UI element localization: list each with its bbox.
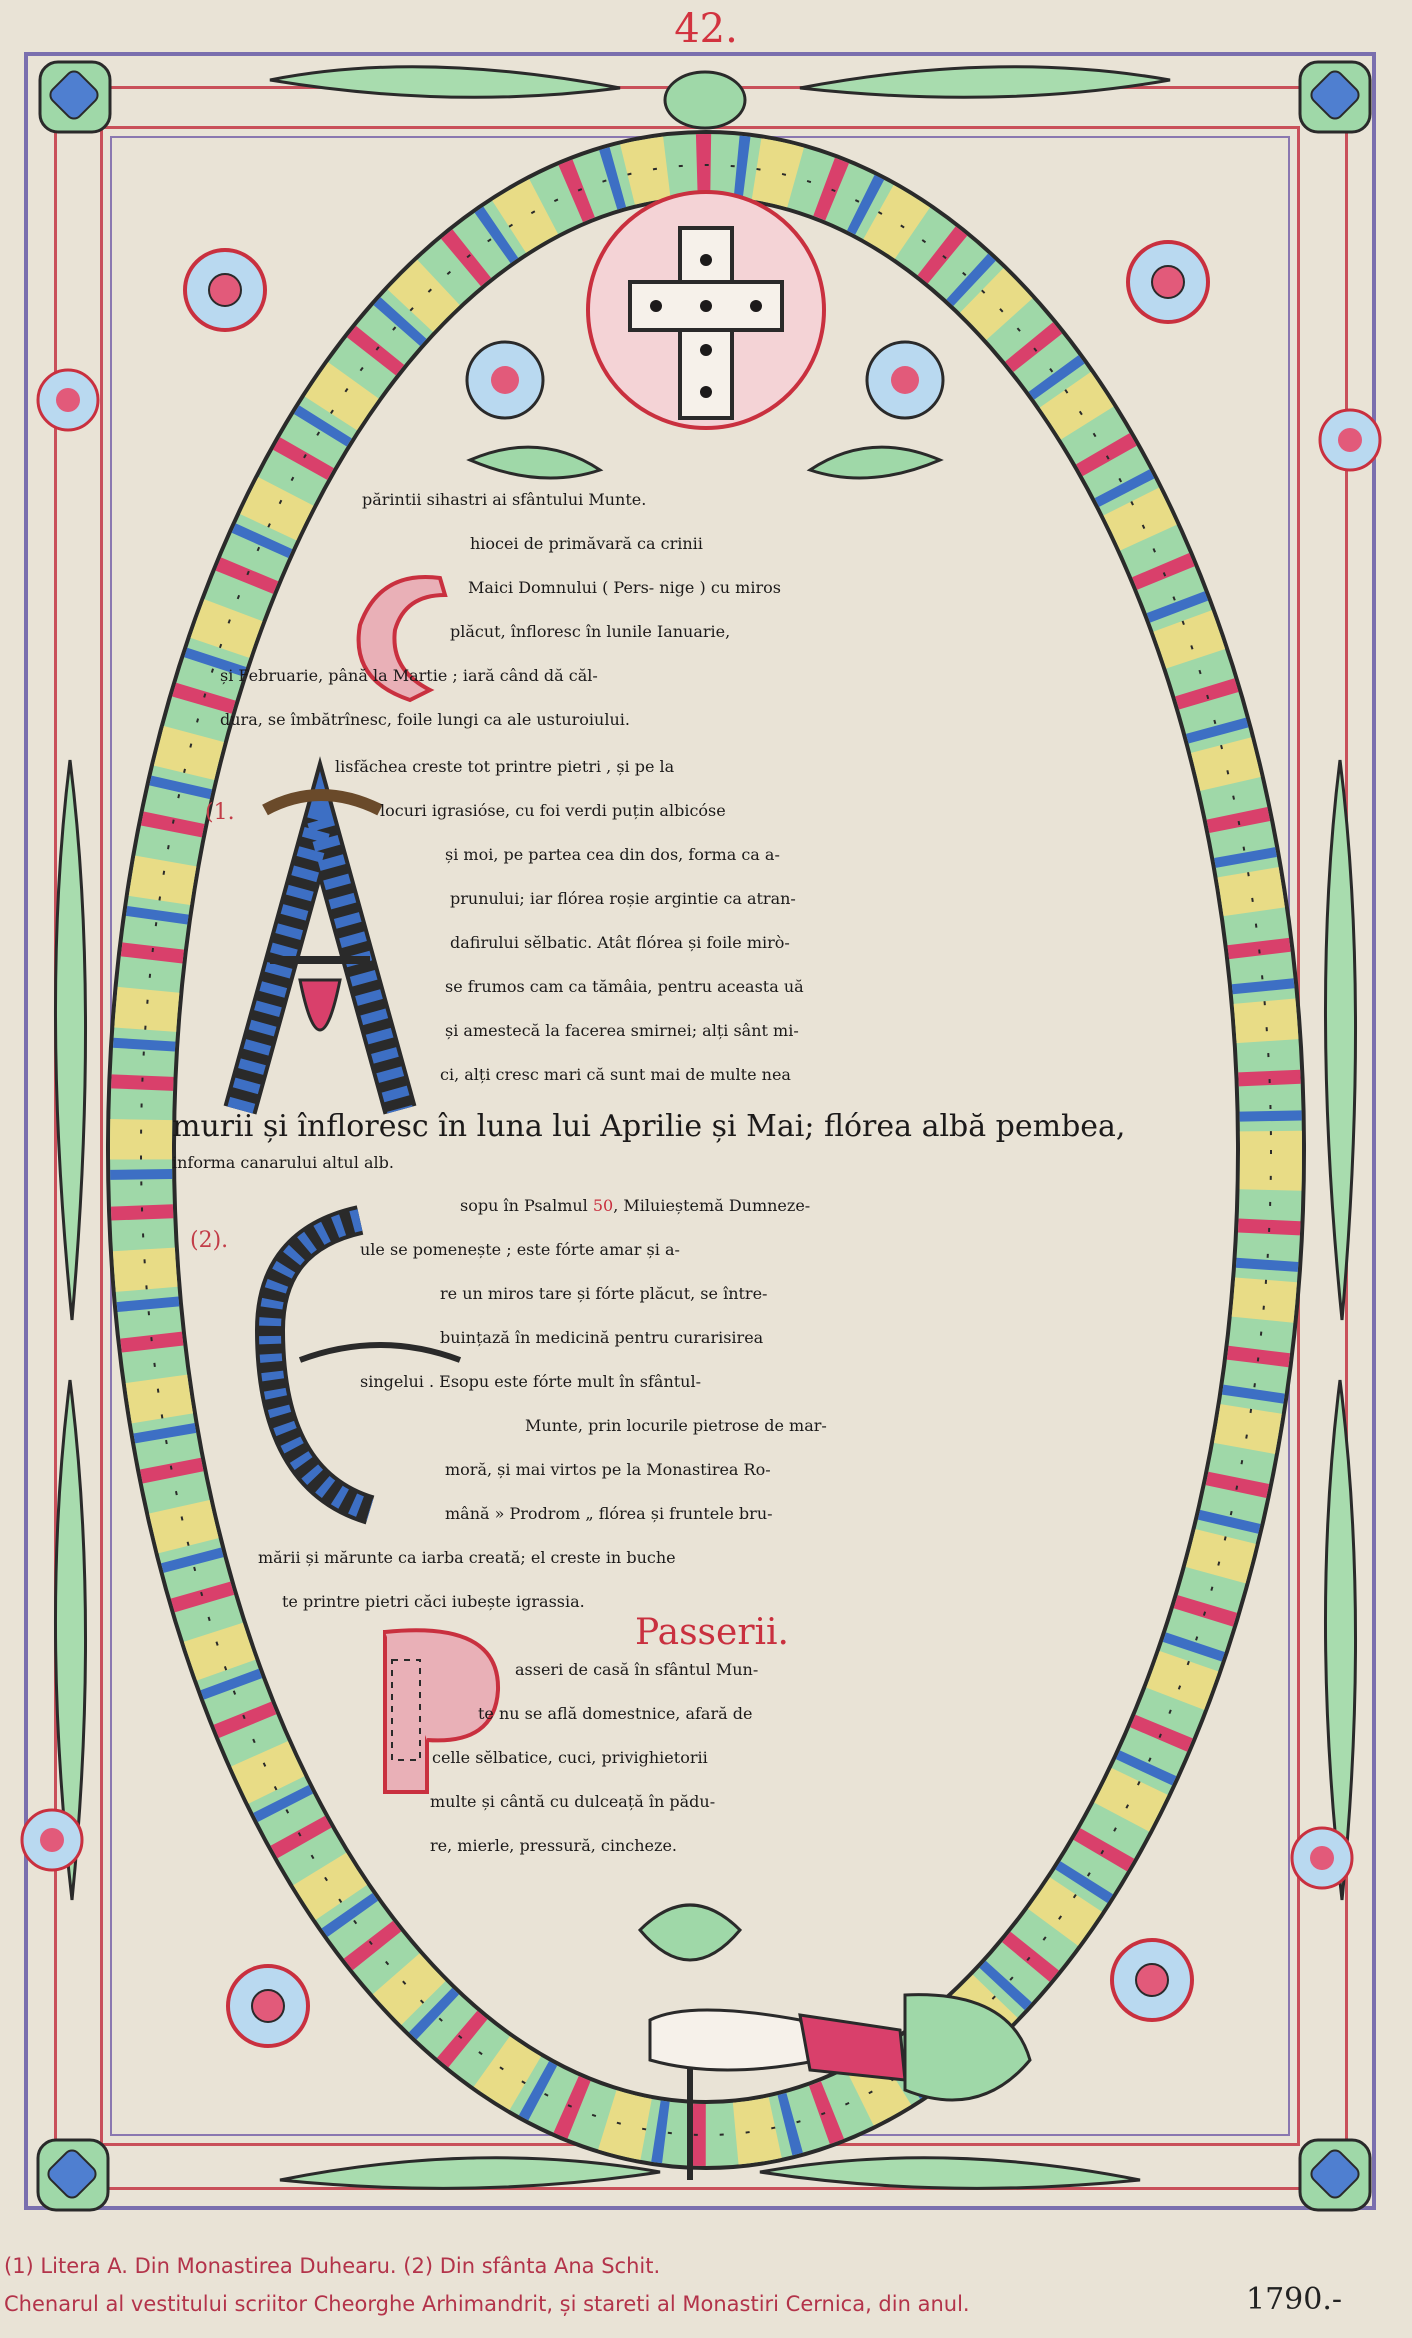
initial-letter-a-icon [240, 795, 400, 1110]
cross-icon [588, 192, 824, 428]
text-line: mării și mărunte ca iarba creată; el creste in buche [258, 1548, 676, 1567]
rosette-icon [228, 1966, 308, 2046]
text-line: ule se pomenește ; este fórte amar și a- [360, 1240, 680, 1259]
corner-ornament-top-right [1300, 62, 1370, 132]
rosette-icon [22, 1810, 82, 1870]
initial-letter-e-icon [270, 1220, 460, 1510]
text-line [460, 1196, 810, 1215]
rosette-icon [185, 250, 265, 330]
text-line: lisfăchea creste tot printre pietri , și pe la [335, 757, 675, 776]
text-line: re, mierle, pressură, cincheze. [430, 1836, 677, 1855]
text-line: asseri de casă în sfântul Mun- [515, 1660, 759, 1679]
rosette-icon [1320, 410, 1380, 470]
text-line: Maici Domnului ( Pers- nige ) cu miros [468, 578, 781, 597]
text-line: murii și înfloresc în luna lui Aprilie și Mai; flórea albă pembea, [172, 1109, 1126, 1144]
text-line: și Februarie, până la Martie ; iară când dă căl- [220, 666, 598, 685]
text-line: moră, și mai virtos pe la Monastirea Ro- [445, 1460, 771, 1479]
year-label: 1790.- [1246, 2282, 1343, 2317]
psalm-number: 50 [592, 1196, 614, 1215]
text-fragment: , Miluieștemă Dumneze- [613, 1196, 811, 1215]
text-line: și amestecă la facerea smirnei; alți sânt mi- [445, 1021, 799, 1040]
flower-spray-icon [467, 342, 600, 478]
text-line: părintii sihastri ai sfântului Munte. [362, 490, 647, 509]
text-line: plăcut, înfloresc în lunile Ianuarie, [450, 622, 731, 641]
caption-line-2: Chenarul al vestitului scriitor Cheorghe Arhimandrit, și stareti al Monastiri Cernica, din anul. [4, 2292, 970, 2316]
text-line: mână » Prodrom „ flórea și fruntele bru- [445, 1504, 773, 1523]
text-line: singelui . Esopu este fórte mult în sfântul- [360, 1372, 701, 1391]
text-line: buințază în medicină pentru curarisirea [440, 1328, 764, 1347]
text-line: Munte, prin locurile pietrose de mar- [525, 1416, 827, 1435]
text-line: dura, se îmbătrînesc, foile lungi ca ale usturoiului. [220, 710, 630, 729]
text-line: locuri igrasióse, cu foi verdi puțin albicóse [380, 801, 726, 820]
text-line: dafirului sĕlbatic. Atât flórea și foile mirò- [450, 933, 790, 952]
text-line: ci, alți cresc mari că sunt mai de multe nea [440, 1065, 791, 1084]
text-line: prunului; iar flórea roșie argintie ca atran- [450, 889, 796, 908]
text-line: te printre pietri căci iubește igrassia. [282, 1592, 585, 1611]
top-leaf-band [270, 67, 1170, 128]
rosette-icon [1112, 1940, 1192, 2020]
text-fragment: sopu în Psalmul [460, 1196, 588, 1215]
rosette-icon [38, 370, 98, 430]
rosette-icon [1292, 1828, 1352, 1888]
corner-ornament-bottom-left [38, 2140, 108, 2210]
caption-line-1: (1) Litera A. Din Monastirea Duhearu. (2) Din sfânta Ana Schit. [4, 2254, 661, 2278]
braided-wreath [141, 165, 1271, 2135]
text-line: re un miros tare și fórte plăcut, se între- [440, 1284, 768, 1303]
footnote-mark-1: (1. [205, 800, 235, 825]
left-feather-column [55, 760, 85, 1900]
corner-ornament-top-left [40, 62, 110, 132]
rosette-icon [1128, 242, 1208, 322]
right-feather-column [1325, 760, 1355, 1900]
text-line: celle sĕlbatice, cuci, privighietorii [432, 1748, 708, 1767]
flower-spray-icon [810, 342, 943, 478]
page-number: 42. [674, 6, 738, 52]
section-title-passerii: Passerii. [635, 1612, 790, 1653]
corner-ornament-bottom-right [1300, 2140, 1370, 2210]
text-line: multe și cântă cu dulceață în pădu- [430, 1792, 716, 1811]
text-line: informa canarului altul alb. [172, 1153, 394, 1172]
footnote-mark-2: (2). [190, 1228, 229, 1253]
text-line: și moi, pe partea cea din dos, forma ca a- [445, 845, 780, 864]
text-line: te nu se află domestnice, afară de [478, 1704, 753, 1723]
text-line: se frumos cam ca tămâia, pentru aceasta uă [445, 977, 804, 996]
text-line: hiocei de primăvară ca crinii [470, 534, 703, 553]
